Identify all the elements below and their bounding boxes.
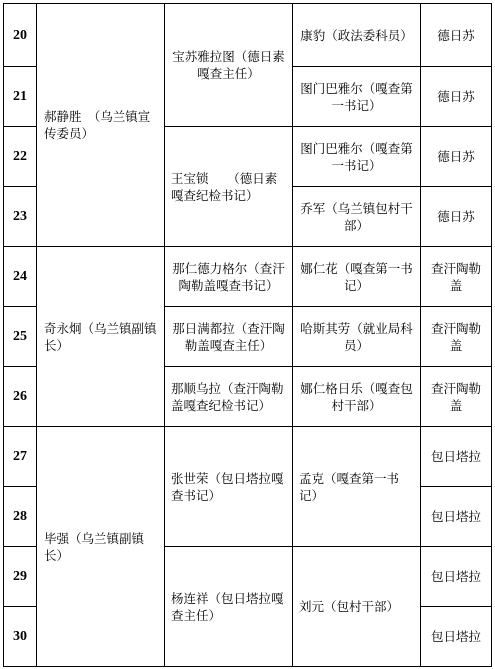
row-number: 22 [4, 127, 37, 187]
gacha-official-cell: 杨连祥（包日塔拉嘎查主任） [165, 547, 293, 667]
row-number: 28 [4, 487, 37, 547]
village-cell: 查汗陶勒盖 [421, 247, 492, 307]
leader-cell: 奇永炯（乌兰镇副镇长） [37, 247, 165, 427]
liaison-cell: 娜仁格日乐（嘎查包村干部） [293, 367, 421, 427]
liaison-cell: 刘元（包村干部） [293, 547, 421, 667]
row-number: 30 [4, 607, 37, 667]
village-cell: 查汗陶勒盖 [421, 307, 492, 367]
village-cell: 包日塔拉 [421, 487, 492, 547]
liaison-cell: 乔军（乌兰镇包村干部） [293, 187, 421, 247]
leader-cell: 郝静胜 （乌兰镇宣传委员） [37, 4, 165, 247]
liaison-cell: 哈斯其劳（就业局科员） [293, 307, 421, 367]
liaison-cell: 图门巴雅尔（嘎查第一书记） [293, 67, 421, 127]
table-row [4, 247, 492, 307]
gacha-official-cell: 张世荣（包日塔拉嘎查书记） [165, 427, 293, 547]
village-cell: 包日塔拉 [421, 607, 492, 667]
leader-cell: 毕强（乌兰镇副镇长） [37, 427, 165, 667]
row-number: 27 [4, 427, 37, 487]
liaison-cell: 娜仁花（嘎查第一书记） [293, 247, 421, 307]
gacha-official-cell: 那日满都拉（查汗陶勒盖嘎查主任） [165, 307, 293, 367]
gacha-official-cell: 王宝锁 （德日素嘎查纪检书记） [165, 127, 293, 247]
village-cell: 查汗陶勒盖 [421, 367, 492, 427]
row-number: 23 [4, 187, 37, 247]
village-cell: 包日塔拉 [421, 547, 492, 607]
row-number: 24 [4, 247, 37, 307]
gacha-official-cell: 那仁德力格尔（查汗陶勒盖嘎查书记） [165, 247, 293, 307]
liaison-cell: 孟克（嘎查第一书记） [293, 427, 421, 547]
row-number: 29 [4, 547, 37, 607]
assignment-table [3, 3, 492, 667]
village-cell: 德日苏 [421, 127, 492, 187]
village-cell: 德日苏 [421, 67, 492, 127]
row-number: 21 [4, 67, 37, 127]
row-number: 25 [4, 307, 37, 367]
liaison-cell: 康豹（政法委科员） [293, 4, 421, 67]
village-cell: 德日苏 [421, 4, 492, 67]
gacha-official-cell: 宝苏雅拉图（德日素嘎查主任） [165, 4, 293, 127]
village-cell: 包日塔拉 [421, 427, 492, 487]
village-cell: 德日苏 [421, 187, 492, 247]
row-number: 20 [4, 4, 37, 67]
gacha-official-cell: 那顺乌拉（查汗陶勒盖嘎查纪检书记） [165, 367, 293, 427]
table-row [4, 427, 492, 487]
table-row [4, 4, 492, 67]
liaison-cell: 图门巴雅尔（嘎查第一书记） [293, 127, 421, 187]
row-number: 26 [4, 367, 37, 427]
